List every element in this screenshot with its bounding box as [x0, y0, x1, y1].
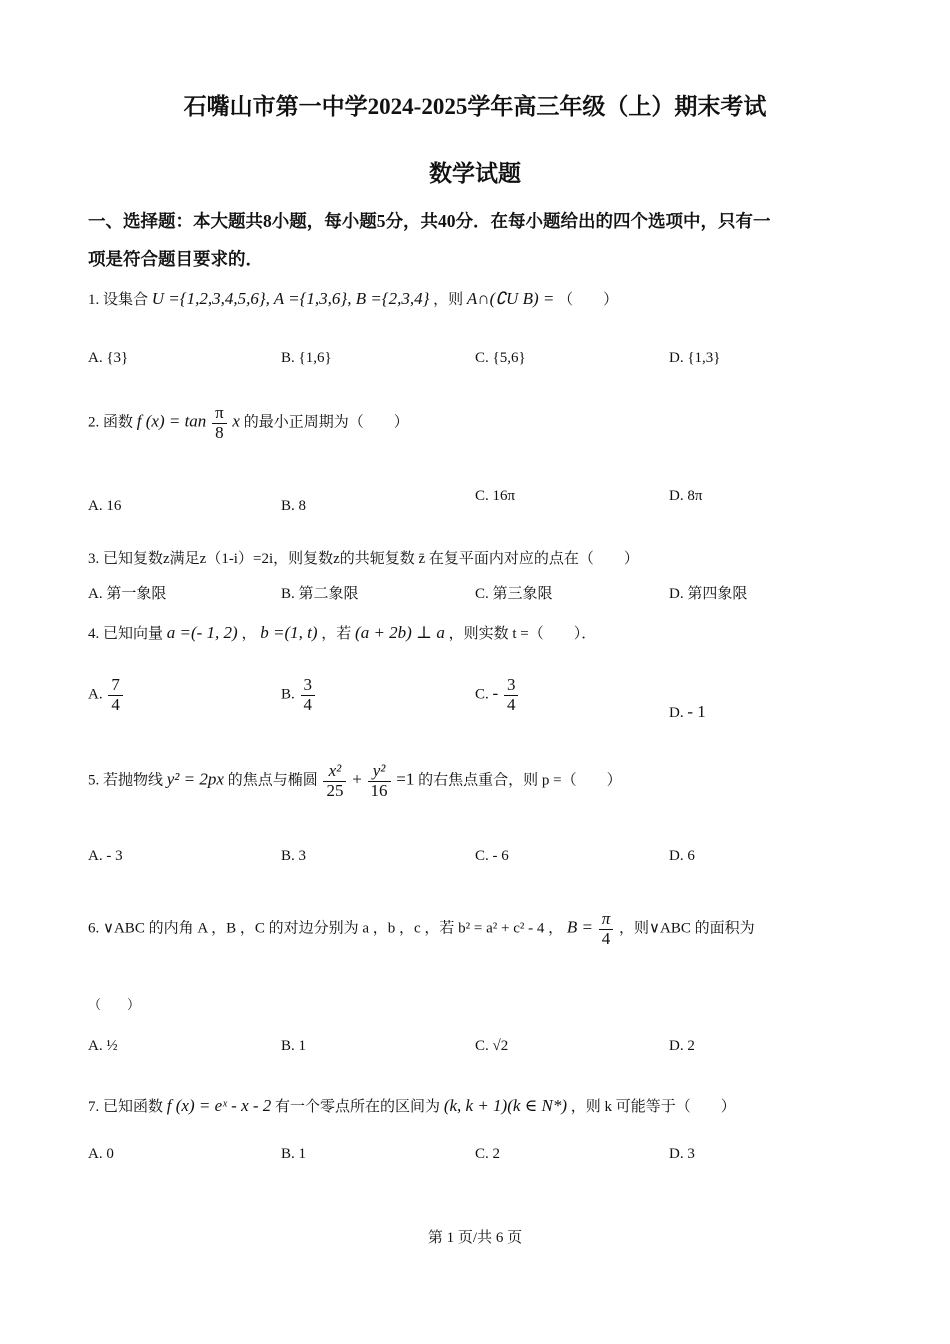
q1-option-c: C. {5,6}: [475, 350, 526, 366]
q5-prefix: 5. 若抛物线: [88, 772, 164, 789]
q4-option-b: [281, 676, 317, 714]
q2-option-b: B. 8: [281, 498, 307, 514]
q7-mid: 有一个零点所在的区间为: [275, 1099, 441, 1115]
q7-option-b: B. 1: [281, 1146, 307, 1162]
q2-function-rhs: x: [232, 411, 240, 431]
q5-option-c: C. - 6: [475, 848, 509, 864]
q4-option-d-label: D.: [669, 705, 684, 721]
q4-option-c-label: C.: [475, 686, 489, 703]
q4-option-a-numerator: 7: [111, 675, 120, 694]
q1-expression: A∩(∁U B) =: [466, 289, 555, 308]
q5-equals: =1: [396, 769, 415, 789]
q7-postfix: ，则 k 可能等于（ ）: [570, 1099, 736, 1115]
q5-plus: +: [352, 769, 362, 789]
q4-option-c-fraction: [504, 676, 519, 714]
q4-option-d-value: - 1: [687, 702, 706, 721]
q5-fraction-x: [323, 762, 346, 800]
q4-option-b-label: B.: [281, 686, 295, 703]
q6-fraction-denominator: 4: [601, 928, 611, 948]
q6-prefix: 6. ∨ABC 的内角 A ，B ，C 的对边分别为 a ，b ，c ，若 b² = a² + c² - 4 ，: [88, 920, 564, 937]
q4-option-a-fraction: [108, 676, 123, 714]
q4-option-a-label: A.: [88, 686, 103, 703]
q5-postfix: 的右焦点重合，则 p =（ ）: [418, 772, 622, 789]
q5-fraction-y-numerator: y²: [368, 762, 391, 782]
q2-fraction: [212, 404, 227, 442]
q4-vector-a: a =(- 1, 2): [166, 623, 238, 642]
q7-prefix: 7. 已知函数: [88, 1099, 164, 1115]
q5-mid: 的焦点与椭圆: [227, 772, 318, 789]
q1-prefix: 1. 设集合: [88, 292, 149, 308]
q5-parabola: y² = 2px: [166, 769, 224, 789]
exam-subtitle: 数学试题: [429, 161, 521, 186]
q4-option-a-denominator: 4: [108, 695, 123, 715]
q2-prefix: 2. 函数: [88, 414, 134, 431]
q3-option-d: D. 第四象限: [669, 586, 748, 602]
q2-fraction-denominator: 8: [215, 422, 224, 442]
q2-option-a: A. 16: [88, 498, 122, 514]
q2-option-c: C. 16π: [475, 488, 516, 504]
q3-option-a: A. 第一象限: [88, 586, 167, 602]
question-5: [88, 762, 622, 800]
q4-condition: (a + 2b) ⊥ a: [355, 623, 445, 642]
question-2: [88, 404, 409, 442]
q6-blank: （ ）: [88, 997, 141, 1012]
q5-option-d: D. 6: [669, 848, 695, 864]
q4-vector-b: b =(1, t): [260, 623, 318, 642]
q7-option-d: D. 3: [669, 1146, 695, 1162]
question-3: 3. 已知复数z满足z（1-i）=2i，则复数z的共轭复数 z̄ 在复平面内对应的点在（ ）: [88, 551, 639, 567]
q4-option-b-numerator: 3: [303, 675, 313, 694]
q4-sep2: ，若: [321, 626, 352, 642]
q6-postfix: ，则∨ABC 的面积为: [619, 920, 755, 937]
q7-interval: (k, k + 1)(k ∈ N*): [443, 1096, 567, 1115]
q1-option-a: A. {3}: [88, 350, 129, 366]
section-heading-line1: 一、选择题：本大题共8小题，每小题5分，共40分．在每小题给出的四个选项中，只有一: [88, 211, 771, 231]
q4-option-c-sign: -: [492, 683, 499, 703]
page-footer: 第 1 页/共 6 页: [427, 1230, 523, 1246]
q4-option-b-fraction: [301, 676, 316, 714]
q1-blank: （ ）: [558, 292, 619, 308]
q2-postfix: 的最小正周期为（ ）: [243, 414, 409, 431]
q5-fraction-x-numerator: x²: [323, 762, 346, 782]
q5-fraction-y: [368, 762, 391, 800]
q6-fraction-numerator: π: [599, 910, 614, 930]
q6-fraction: [599, 910, 614, 948]
question-7: [88, 1095, 736, 1116]
q4-option-b-denominator: 4: [301, 695, 316, 715]
q4-prefix: 4. 已知向量: [88, 626, 164, 642]
q5-fraction-x-denominator: 25: [326, 780, 344, 800]
question-6: [88, 910, 755, 948]
q4-option-d: [669, 702, 706, 722]
q4-option-c: [475, 676, 520, 714]
q4-postfix: ，则实数 t =（ ）．: [448, 626, 597, 642]
section-heading-line2: 项是符合题目要求的．: [88, 249, 263, 269]
q3-option-c: C. 第三象限: [475, 586, 553, 602]
q1-mid: ，则: [433, 292, 464, 308]
q4-sep1: ，: [241, 626, 257, 642]
q5-option-b: B. 3: [281, 848, 307, 864]
exam-title: 石嘴山市第一中学2024-2025学年高三年级（上）期末考试: [183, 94, 767, 119]
q3-option-b: B. 第二象限: [281, 586, 359, 602]
q7-option-a: A. 0: [88, 1146, 114, 1162]
q4-option-c-denominator: 4: [504, 695, 519, 715]
q5-option-a: A. - 3: [88, 848, 123, 864]
q4-option-a: [88, 676, 125, 714]
question-4: [88, 622, 596, 643]
q2-option-d: D. 8π: [669, 488, 703, 504]
q7-option-c: C. 2: [475, 1146, 501, 1162]
q2-function-lhs: f (x) = tan: [136, 411, 207, 431]
q6-option-b: B. 1: [281, 1038, 307, 1054]
q1-option-b: B. {1,6}: [281, 350, 332, 366]
q1-sets: U ={1,2,3,4,5,6}, A ={1,3,6}, B ={2,3,4}: [151, 289, 430, 308]
q2-fraction-numerator: π: [212, 404, 227, 424]
q7-function: f (x) = eˣ - x - 2: [166, 1096, 272, 1115]
q6-angle-b: B =: [566, 917, 593, 937]
q1-option-d: D. {1,3}: [669, 350, 721, 366]
q6-option-a: A. ½: [88, 1038, 118, 1054]
q6-option-d: D. 2: [669, 1038, 695, 1054]
question-1: [88, 288, 618, 309]
q5-fraction-y-denominator: 16: [370, 780, 388, 800]
q6-option-c: C. √2: [475, 1038, 509, 1054]
q4-option-c-numerator: 3: [506, 675, 516, 694]
